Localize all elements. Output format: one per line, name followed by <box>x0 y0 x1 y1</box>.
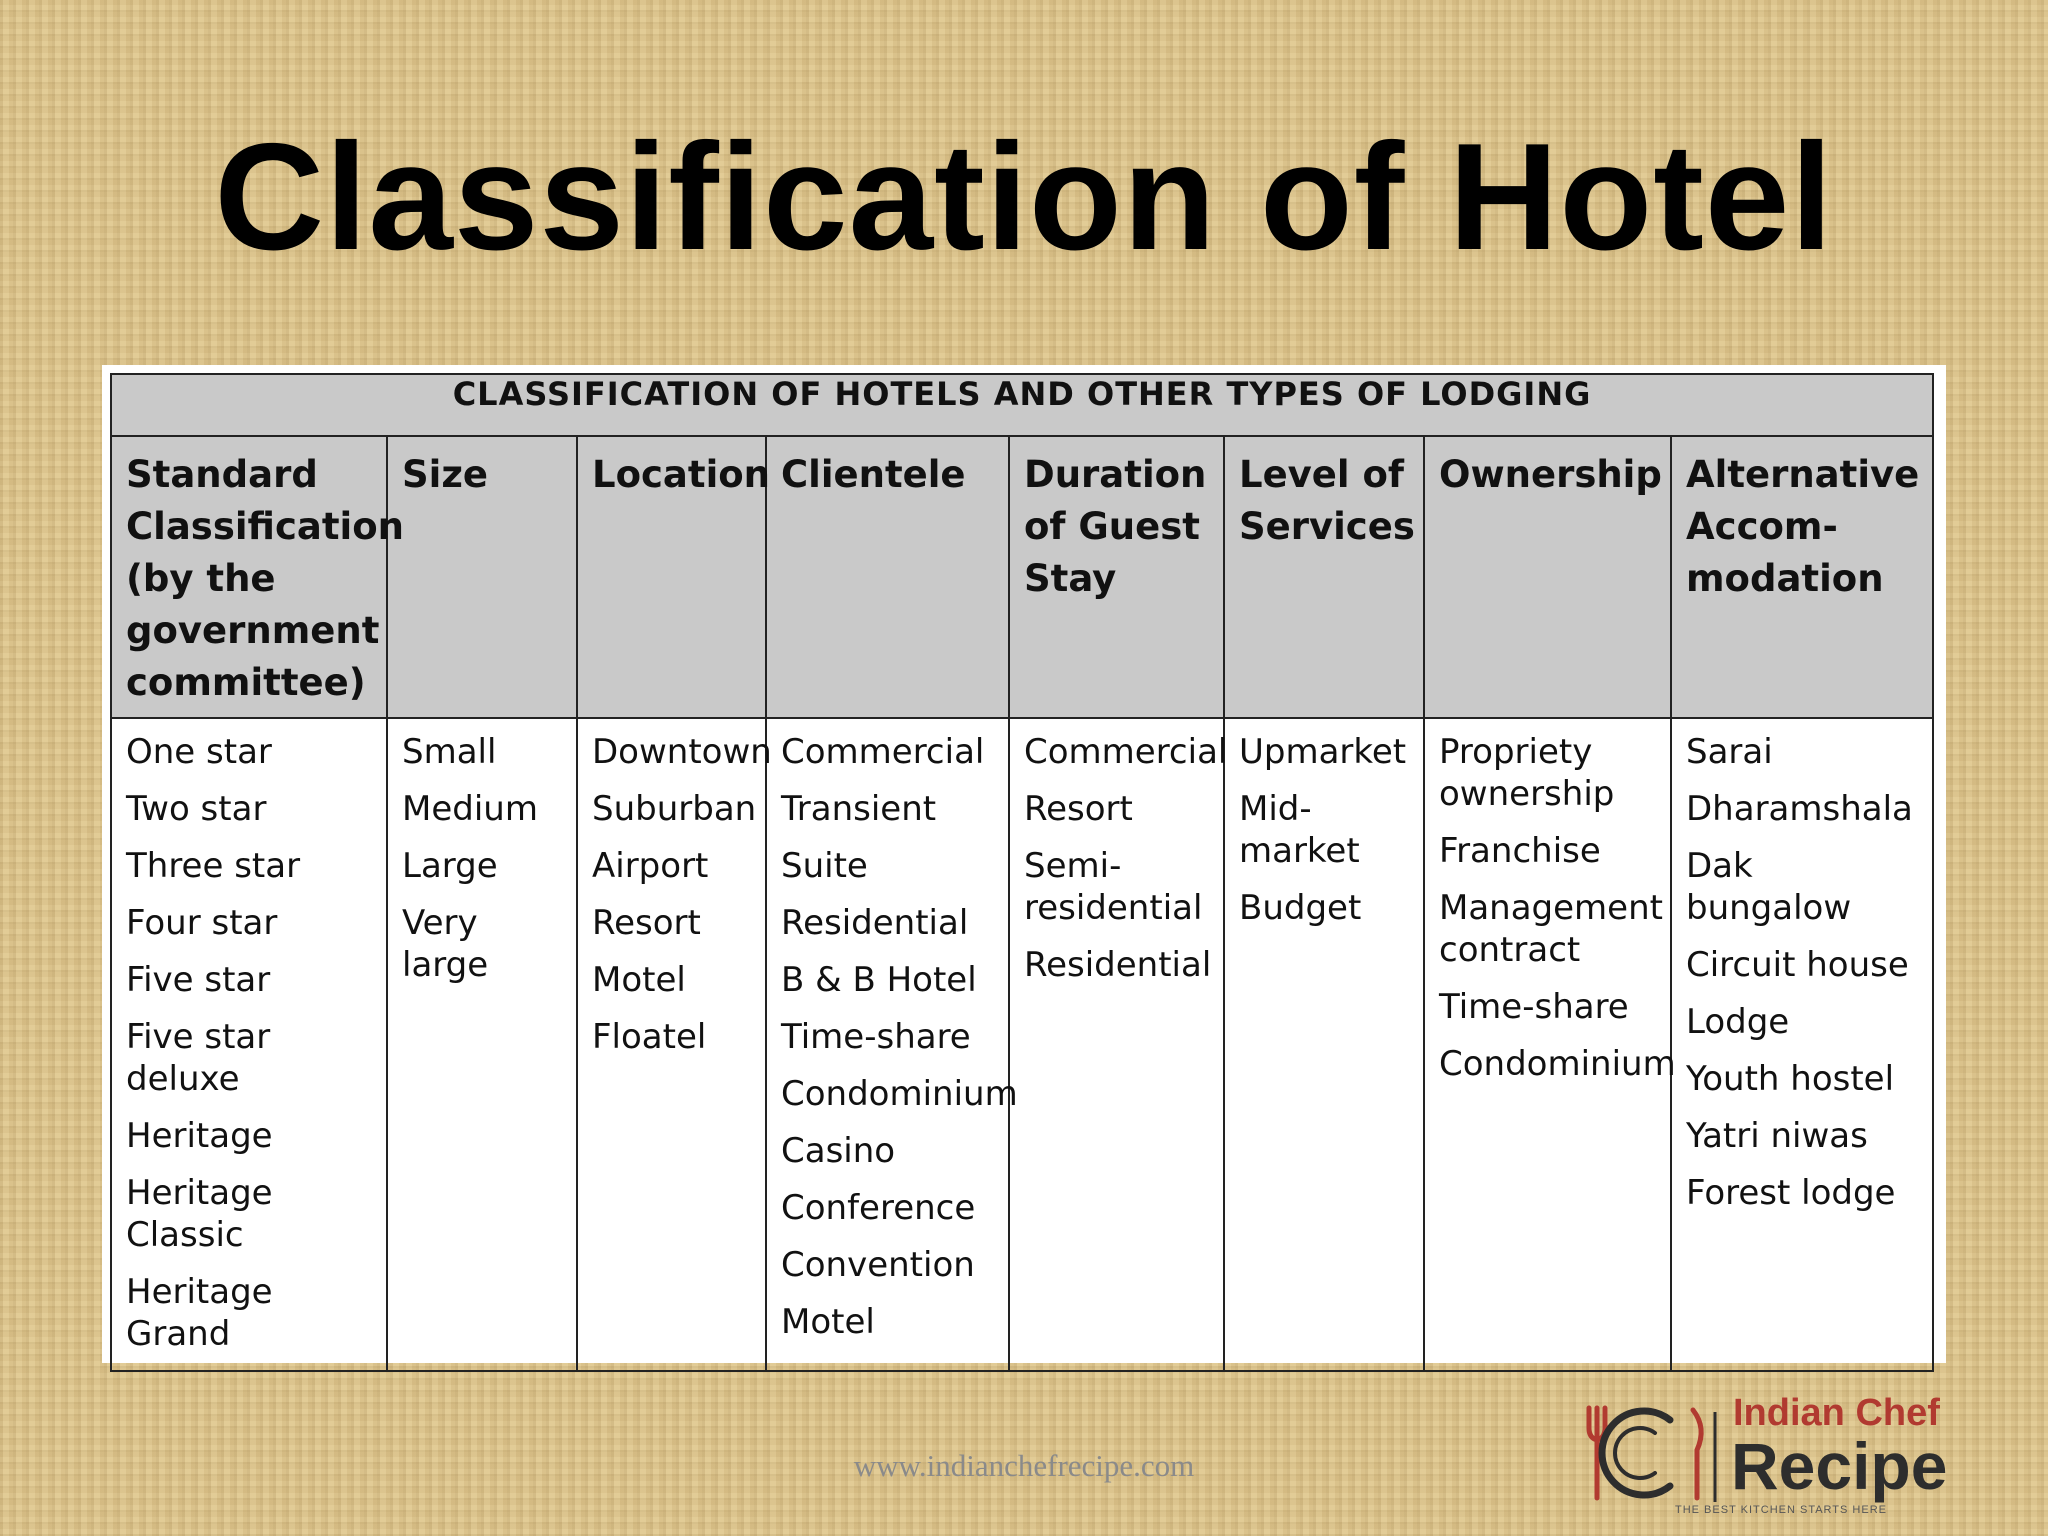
list-item: Suite <box>781 846 868 886</box>
classification-table-panel <box>102 365 1946 1363</box>
list-item: Mid-market <box>1239 789 1360 871</box>
list-item: Commercial <box>781 732 985 772</box>
column-list <box>126 731 378 1355</box>
header-duration-of-guest-stay: Duration of Guest Stay <box>1009 436 1224 718</box>
list-item: Five star deluxe <box>126 1017 271 1099</box>
list-item: Sarai <box>1686 732 1773 772</box>
column-list <box>1686 731 1924 1214</box>
header-level-of-services: Level of Services <box>1224 436 1424 718</box>
column-duration-of-guest-stay <box>1009 718 1228 1371</box>
list-item: Time-share <box>1439 987 1629 1027</box>
header-standard-classification: Standard Classification (by the government committee) <box>111 436 387 718</box>
list-item: Medium <box>402 789 538 829</box>
slide-title: Classification of Hotel <box>214 112 1834 282</box>
list-item: Five star <box>126 960 271 1000</box>
logo-tagline: THE BEST KITCHEN STARTS HERE <box>1675 1504 1887 1516</box>
list-item: Youth hostel <box>1686 1059 1895 1099</box>
list-item: Yatri niwas <box>1686 1116 1868 1156</box>
list-item: Time-share <box>781 1017 971 1057</box>
table-body-row <box>111 718 1933 1371</box>
classification-table <box>110 373 1934 1372</box>
table-header-row <box>111 436 1933 718</box>
list-item: Commercial <box>1024 732 1228 772</box>
column-list <box>781 731 1018 1343</box>
list-item: Residential <box>1024 945 1212 985</box>
column-standard-classification <box>111 718 387 1371</box>
list-item: Motel <box>781 1302 875 1342</box>
column-list <box>1439 731 1676 1085</box>
header-clientele: Clientele <box>766 436 1009 718</box>
list-item: Downtown <box>592 732 772 772</box>
list-item: Heritage <box>126 1116 273 1156</box>
list-item: Resort <box>1024 789 1133 829</box>
list-item: Heritage Grand <box>126 1272 273 1354</box>
column-list <box>1239 731 1415 929</box>
list-item: Heritage Classic <box>126 1173 273 1255</box>
list-item: Four star <box>126 903 278 943</box>
list-item: Franchise <box>1439 831 1601 871</box>
list-item: Suburban <box>592 789 757 829</box>
column-clientele <box>766 718 1018 1371</box>
list-item: Three star <box>126 846 301 886</box>
list-item: Semi-residential <box>1024 846 1203 928</box>
list-item: Airport <box>592 846 709 886</box>
list-item: Dak bungalow <box>1686 846 1852 928</box>
list-item: Transient <box>781 789 937 829</box>
list-item: Circuit house <box>1686 945 1909 985</box>
list-item: Condominium <box>1439 1044 1676 1084</box>
list-item: Small <box>402 732 497 772</box>
list-item: Very large <box>402 903 489 985</box>
list-item: Dharamshala <box>1686 789 1913 829</box>
list-item: Two star <box>126 789 267 829</box>
column-list <box>1024 731 1228 986</box>
list-item: Forest lodge <box>1686 1173 1896 1213</box>
list-item: Casino <box>781 1131 896 1171</box>
column-ownership <box>1424 718 1676 1371</box>
logo-line1: Indian Chef <box>1733 1392 1940 1434</box>
indian-chef-recipe-logo <box>1575 1390 2015 1520</box>
column-list <box>592 731 772 1058</box>
list-item: Lodge <box>1686 1002 1790 1042</box>
chef-utensils-icon <box>1575 1398 1720 1508</box>
list-item: B & B Hotel <box>781 960 977 1000</box>
list-item: Propriety ownership <box>1439 732 1615 814</box>
list-item: Upmarket <box>1239 732 1407 772</box>
list-item: Condominium <box>781 1074 1018 1114</box>
list-item: Floatel <box>592 1017 707 1057</box>
column-list <box>402 731 568 986</box>
column-alternative-accommodation <box>1671 718 1933 1371</box>
list-item: Resort <box>592 903 701 943</box>
header-alternative-accommodation: Alternative Accom-modation <box>1671 436 1933 718</box>
column-location <box>577 718 772 1371</box>
footer-url: www.indianchefrecipe.com <box>853 1448 1195 1483</box>
column-size <box>387 718 577 1371</box>
list-item: Conference <box>781 1188 976 1228</box>
column-level-of-services <box>1224 718 1424 1371</box>
header-size: Size <box>387 436 577 718</box>
logo-line2: Recipe <box>1731 1429 1948 1503</box>
list-item: Large <box>402 846 498 886</box>
list-item: Motel <box>592 960 686 1000</box>
list-item: Residential <box>781 903 969 943</box>
list-item: Management contract <box>1439 888 1663 970</box>
header-ownership: Ownership <box>1424 436 1671 718</box>
list-item: Budget <box>1239 888 1362 928</box>
list-item: Convention <box>781 1245 975 1285</box>
table-caption: CLASSIFICATION OF HOTELS AND OTHER TYPES OF LODGING <box>111 374 1933 436</box>
header-location: Location <box>577 436 766 718</box>
list-item: One star <box>126 732 272 772</box>
